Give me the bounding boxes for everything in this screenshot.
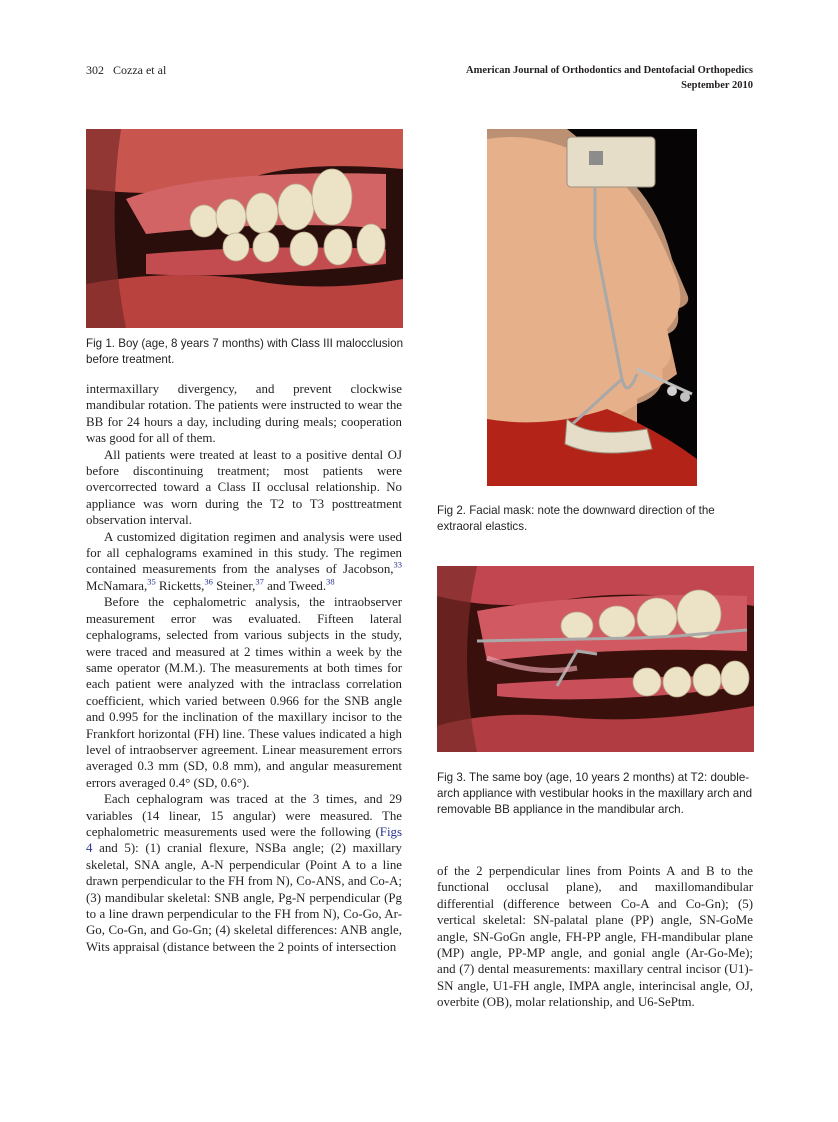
paragraph-continued: intermaxillary divergency, and prevent clockwise mandibular rotation. The patients were instructed to wear the BB for 24 hours a day, including during meals; cooperation was good for all of them. xyxy=(86,382,402,446)
paragraph-measurement-error: Before the cephalometric analysis, the intraobserver measurement error was evaluated. Fifteen lateral cephalograms, selected from various subjects in the study, were traced and measured at 2 times within a week by the same operator (M.M.). The measurements at both times for each patient were analyzed with the intraclass correlation coefficient, which varied between 0.966 for the SNB angle and 0.995 for the inclination of the maxillary incisor to the Frankfort horizontal (FH) line. These values indicated a high level of intraobserver agreement. Linear measurement errors averaged 0.3 mm (SD, 0.8 mm), and angular measurement errors averaged 0.4° (SD, 0.6°). xyxy=(86,595,402,790)
reference-37[interactable]: 37 xyxy=(255,576,264,587)
figure-3-caption: Fig 3. The same boy (age, 10 years 2 months) at T2: double-arch appliance with vestibular hooks in the maxillary arch and removable BB appliance in the mandibular arch. xyxy=(437,771,753,817)
paragraph-digitation: A customized digitation regimen and analysis were used for all cephalograms examined in this study. The regimen contained measurements from the analyses of Jacobson,$^{33}$ McNamara,$^{35}$ Ricketts,$^{36}$ Steiner,$^{37}$ and Tweed.$^{38}$ xyxy=(86,529,402,593)
figure-3-photo xyxy=(437,566,754,752)
running-header-left xyxy=(86,63,166,78)
figure-1-caption: Fig 1. Boy (age, 8 years 7 months) with Class III malocclusion before treatment. xyxy=(86,337,404,367)
figure-2-photo xyxy=(487,129,697,486)
paragraph-treatment: All patients were treated at least to a positive dental OJ before discontinuing treatment; most patients were overcorrected toward a Class II occlusal relationship. No appliance was worn during the T2 to T3 posttreatment observation interval. xyxy=(86,447,402,528)
header-authors: Cozza et al xyxy=(113,63,167,77)
right-column-text xyxy=(437,863,753,1011)
figure-1-photo xyxy=(86,129,403,328)
reference-38[interactable]: 38 xyxy=(326,576,335,587)
page-number: 302 xyxy=(86,63,104,77)
reference-35[interactable]: 35 xyxy=(147,576,156,587)
reference-33[interactable]: 33 xyxy=(393,560,402,571)
figure-link[interactable]: Figs 4 xyxy=(86,824,402,856)
paragraph-measurements-continued: of the 2 perpendicular lines from Points A and B to the functional occlusal plane), and maxillomandibular differential (difference between Co-A and Co-Gn); (5) vertical skeletal: SN-palatal plane (PP) angle, SN-GoMe angle, SN-GoGn angle, FH-PP angle, FH-mandibular plane (MP) angle, PP-MP angle, and gonial angle (Ar-Go-Me); and (7) dental measurements: maxillary central incisor (U1)-SN angle, U1-FH angle, IMPA angle, interincisal angle, OJ, overbite (OB), molar relationship, and U6-SePtm. xyxy=(437,864,753,1010)
header-journal: American Journal of Orthodontics and Dentofacial Orthopedics xyxy=(466,65,753,76)
running-header-right xyxy=(466,63,753,93)
figure-2-caption: Fig 2. Facial mask: note the downward direction of the extraoral elastics. xyxy=(437,504,715,534)
reference-36[interactable]: 36 xyxy=(204,576,213,587)
header-date: September 2010 xyxy=(681,80,753,91)
left-column-text xyxy=(86,381,402,955)
paragraph-cephalogram: Each cephalogram was traced at the 3 times, and 29 variables (14 linear, 15 angular) were measured. The cephalometric measurements used were the following (Figs 4 and 5): (1) cranial flexure, NSBa angle; (2) maxillary skeletal, SNA angle, A-N perpendicular (Point A to a line drawn perpendicular to the FH from N), Co-ANS, and Co-A; (3) mandibular skeletal: SNB angle, Pg-N perpendicular (Pg to a line drawn perpendicular to the FH from N), Co-Go, Ar-Go, Co-Gn, and Go-Gn; (4) skeletal differences: ANB angle, Wits appraisal (distance between the 2 points of intersection xyxy=(86,792,402,954)
